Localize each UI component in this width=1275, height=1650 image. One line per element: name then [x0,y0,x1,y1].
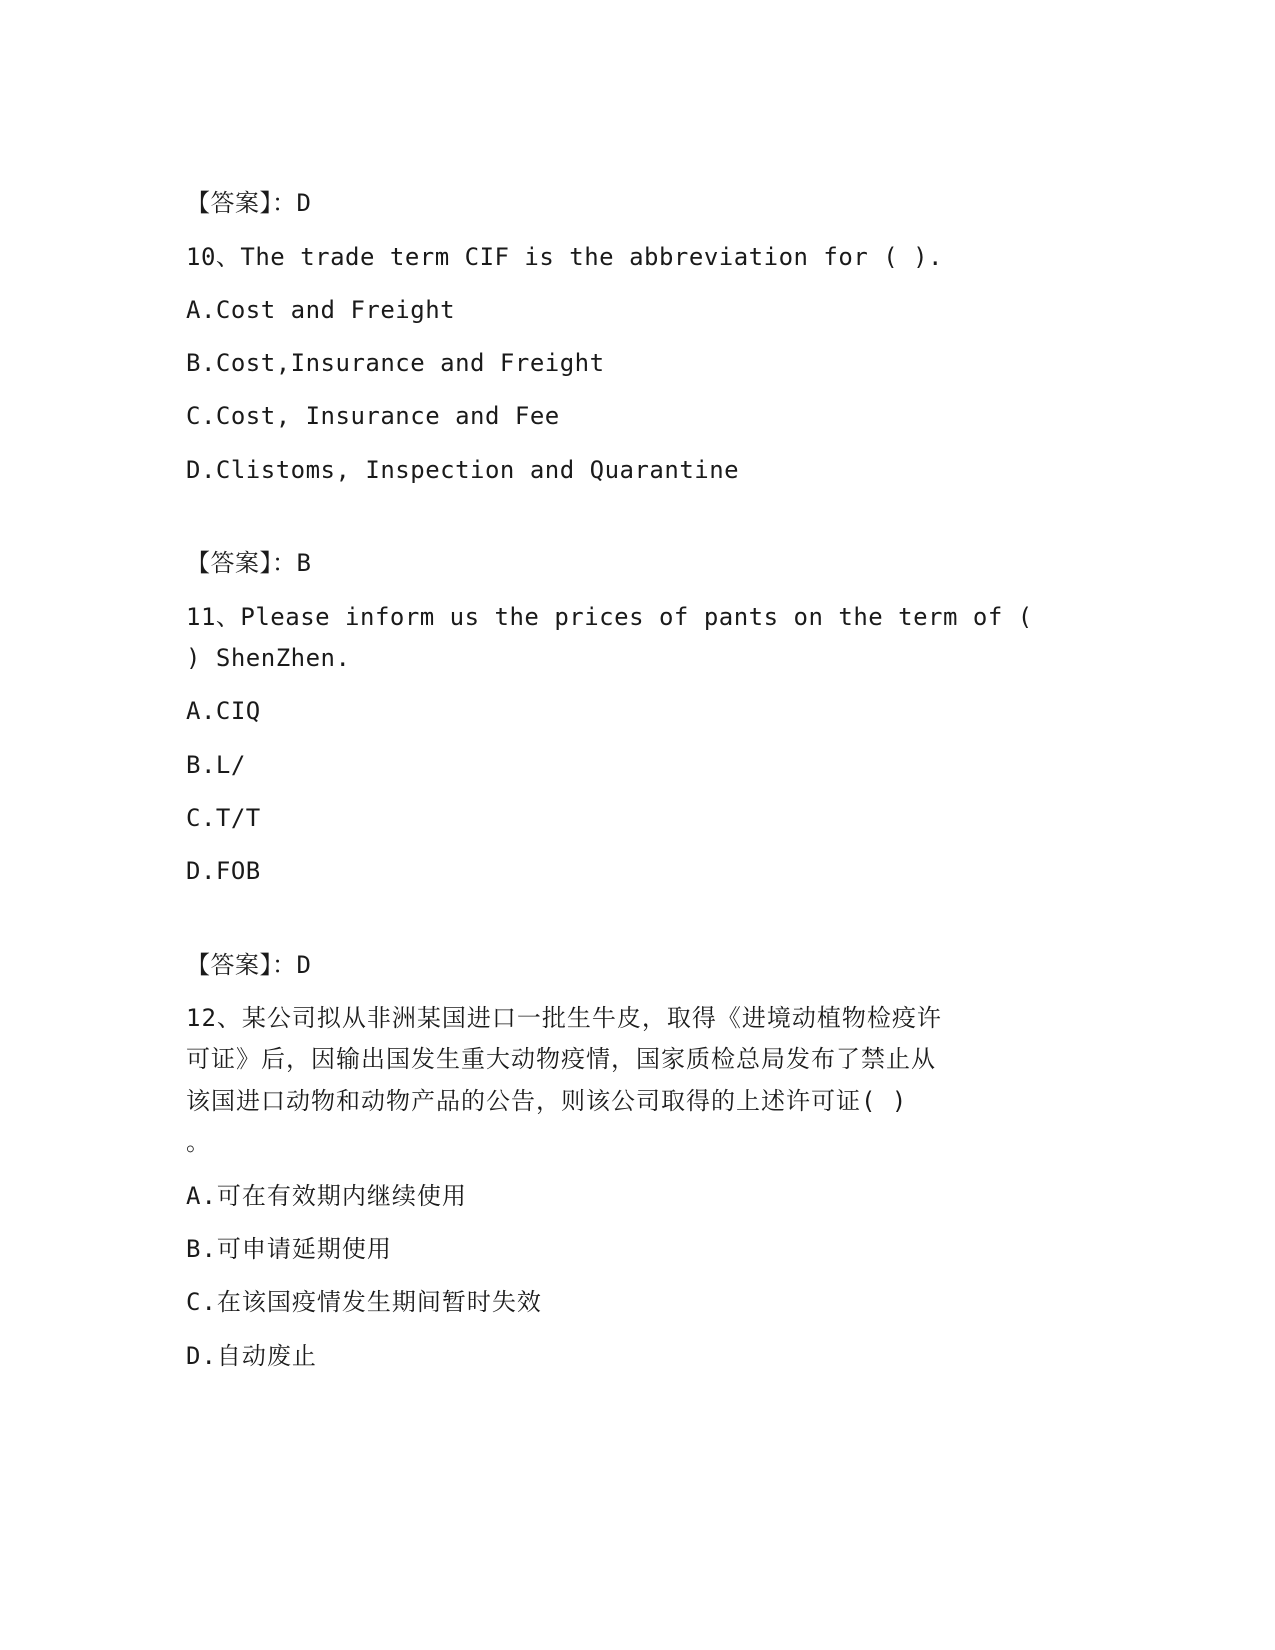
question-11-option-b: B.L/ [186,751,246,779]
question-10-option-a: A.Cost and Freight [186,296,456,324]
question-11-text-line1: 11、Please inform us the prices of pants on the term of ( [186,603,1033,631]
question-12-text-line1: 12、某公司拟从非洲某国进口一批生牛皮，取得《进境动植物检疫许 [186,1004,942,1032]
answer-label: 【答案】：D [186,189,312,217]
question-12-option-a: A.可在有效期内继续使用 [186,1182,467,1210]
question-12-option-d: D.自动废止 [186,1342,317,1370]
question-10-option-b: B.Cost,Insurance and Freight [186,349,605,377]
answer-label: 【答案】：B [186,549,312,577]
question-12-text-line3: 该国进口动物和动物产品的公告，则该公司取得的上述许可证( ) [186,1087,908,1115]
question-11-option-d: D.FOB [186,857,261,885]
answer-label: 【答案】：D [186,951,312,979]
question-10-option-c: C.Cost, Insurance and Fee [186,402,560,430]
question-11-text-line2: ) ShenZhen. [186,644,351,672]
question-12-option-b: B.可申请延期使用 [186,1235,392,1263]
question-11-option-a: A.CIQ [186,697,261,725]
question-10-text: 10、The trade term CIF is the abbreviation for ( ). [186,243,944,271]
question-12-text-line2: 可证》后，因输出国发生重大动物疫情，国家质检总局发布了禁止从 [186,1045,936,1073]
question-11-option-c: C.T/T [186,804,261,832]
question-12-option-c: C.在该国疫情发生期间暂时失效 [186,1288,542,1316]
question-10-option-d: D.Clistoms, Inspection and Quarantine [186,456,740,484]
question-12-text-line4: 。 [186,1128,211,1156]
